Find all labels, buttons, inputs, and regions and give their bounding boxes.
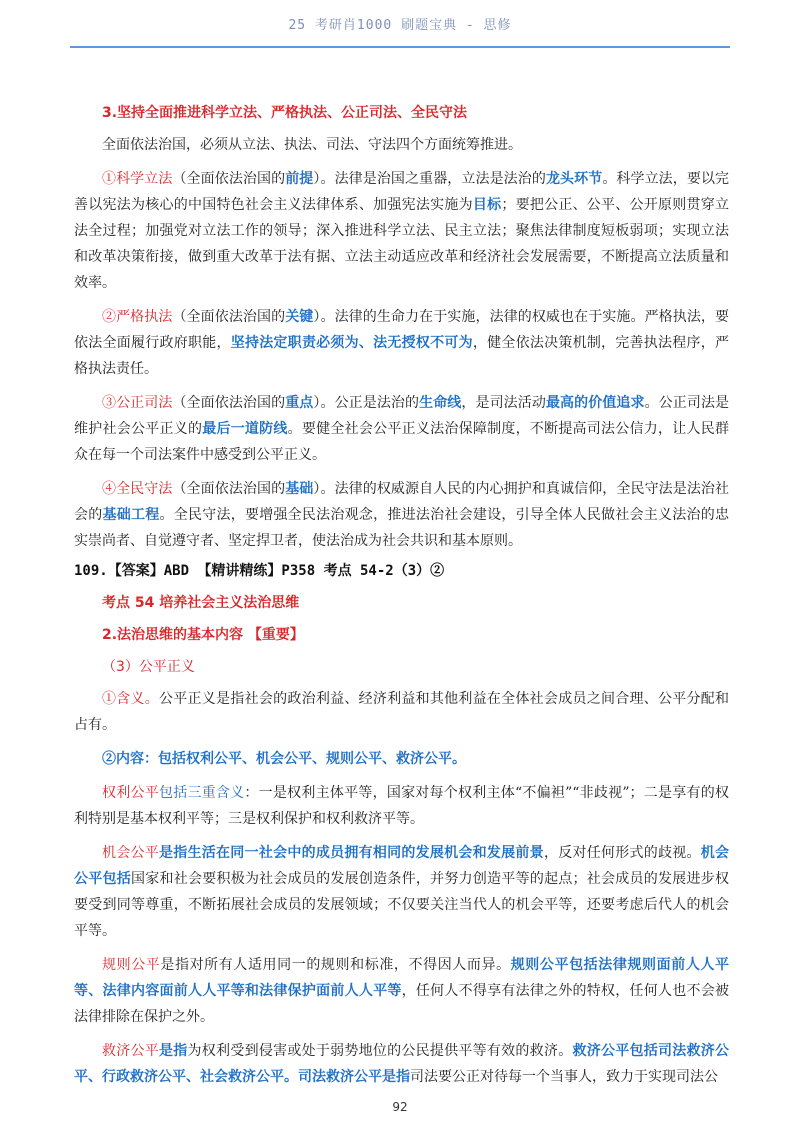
paragraph-hanyi [74,686,729,738]
keyword: 是指 [159,1043,188,1059]
section-title: 3.坚持全面推进科学立法、严格执法、公正司法、全民守法 [102,105,468,121]
paragraph-neirong [74,746,729,772]
kaodian-subsection: （3）公平正义 [102,659,195,675]
keyword: 规则公平 [102,957,161,973]
text: 是指对所有人适用同一的规则和标准，不得因人而异。 [160,957,511,973]
text: ；要把公正、公平、公开原则贯穿立法全过程；加强党对立法工作的领导；深入推进科学立法、民主立法；聚焦法律制度短板弱项；实现立法和改革决策衔接，做到重大改革于法有据、立法主动适应改革和经济社会发展需要，不断提高立法质量和效率。 [74,197,730,291]
text: 司法要公正对待每一个当事人，致力于实现司法公 [410,1069,718,1085]
keyword: 救济公平包括司法救济公平、行政救济公平、社会救济公平。司法救济公平是指 [74,1043,730,1085]
text: 为权利受到侵害或处于弱势地位的公民提供平等有效的救济。 [187,1043,573,1059]
keyword: 机会公平包括 [74,845,730,887]
text: （全面依法治国的 [172,481,286,497]
keyword: 生命线 [419,395,462,411]
item-label: ③公正司法 [102,395,173,411]
keyword: 坚持法定职责必须为、法无授权不可为 [230,335,473,351]
keyword: 龙头环节 [545,171,603,187]
text: ）。法律的生命力在于实施，法律的权威也在于实施。严格执法，要依法全面履行政府职能， [74,309,730,351]
text: ）。法律是治国之重器，立法是法治的 [313,171,546,187]
keyword: 基础 [285,481,314,497]
text: 。要健全社会公平正义法治保障制度，不断提高司法公信力，让人民群众在每一个司法案件中感受到公平正义。 [74,421,730,463]
header-divider [70,46,730,48]
keyword: 前提 [285,171,314,187]
page-number: 92 [392,1100,408,1114]
content-heading: ②内容：包括权利公平、机会公平、规则公平、救济公平。 [102,751,466,767]
keyword: 重点 [285,395,314,411]
keyword: 权利公平 [102,785,159,801]
kaodian-subtitle: 2.法治思维的基本内容 【重要】 [102,627,304,643]
keyword: 包括三重含义 [158,785,245,801]
text: ，反对任何形式的歧视。 [543,845,701,861]
text: （全面依法治国的 [172,395,286,411]
text: ：一是权利主体平等，国家对每个权利主体“不偏袒”“非歧视”；二是享有的权利特别是基本权利平等；三是权利保护和权利救济平等。 [74,785,729,827]
paragraph-guize-gongping [74,952,729,1030]
text: （全面依法治国的 [172,171,286,187]
header-title: 25 考研肖1000 刷题宝典 - 思修 [288,18,512,33]
paragraph-kexue-lifa [74,166,729,296]
paragraph-jiuji-gongping [74,1038,729,1090]
keyword: 规则公平包括法律规则面前人人平等、法律内容面前人人平等和法律保护面前人人平等 [74,957,730,999]
answer-line: 109.【答案】ABD 【精讲精练】P358 考点 54-2（3）② [74,563,445,579]
text: 国家和社会要积极为社会成员的发展创造条件，并努力创造平等的起点；社会成员的发展进步权要受到同等尊重，不断拓展社会成员的发展领域；不仅要关注当代人的机会平等，还要考虑后代人的机会平等。 [74,871,730,939]
text: ）。法律的权威源自人民的内心拥护和真诚信仰，全民守法是法治社会的 [74,481,730,523]
item-label: ①科学立法 [102,171,173,187]
paragraph-gongzheng-sifa [74,390,729,468]
paragraph-quanmin-shoufa [74,476,729,554]
section-intro: 全面依法治国，必须从立法、执法、司法、守法四个方面统筹推进。 [102,137,522,153]
page-content [74,100,729,1090]
text: 。科学立法，要以完善以宪法为核心的中国特色社会主义法律体系、加强宪法实施为 [74,171,730,213]
keyword: 救济公平 [102,1043,160,1059]
text: （全面依法治国的 [172,309,286,325]
keyword: 最后一道防线 [202,421,288,437]
item-label: ④全民守法 [102,481,173,497]
keyword: 基础工程 [102,507,160,523]
text: ，是司法活动 [461,395,546,411]
text: ，健全依法决策机制，完善执法程序，严格执法责任。 [74,335,730,377]
item-label: ①含义。 [102,691,160,707]
paragraph-yange-zhifa [74,304,729,382]
text: 。公正司法是维护社会公平正义的 [74,395,730,437]
text: ，任何人不得享有法律之外的特权，任何人也不会被法律排除在保护之外。 [74,983,730,1025]
paragraph-jihui-gongping [74,840,729,944]
keyword: 是指生活在同一社会中的成员拥有相同的发展机会和发展前景 [159,845,544,861]
text: 公平正义是指社会的政治利益、经济利益和其他利益在全体社会成员之间合理、公平分配和占有。 [74,691,730,733]
paragraph-quanli-gongping [74,780,729,832]
text: 。全民守法，要增强全民法治观念，推进法治社会建设，引导全体人民做社会主义法治的忠实崇尚者、自觉遵守者、坚定捍卫者，使法治成为社会共识和基本原则。 [74,507,730,549]
keyword: 机会公平 [102,845,160,861]
item-label: ②严格执法 [102,309,173,325]
page-header [0,0,800,40]
keyword: 关键 [285,309,314,325]
kaodian-title: 考点 54 培养社会主义法治思维 [102,595,300,611]
keyword: 目标 [472,197,502,213]
keyword: 最高的价值追求 [545,395,645,411]
text: ）。公正是法治的 [313,395,420,411]
